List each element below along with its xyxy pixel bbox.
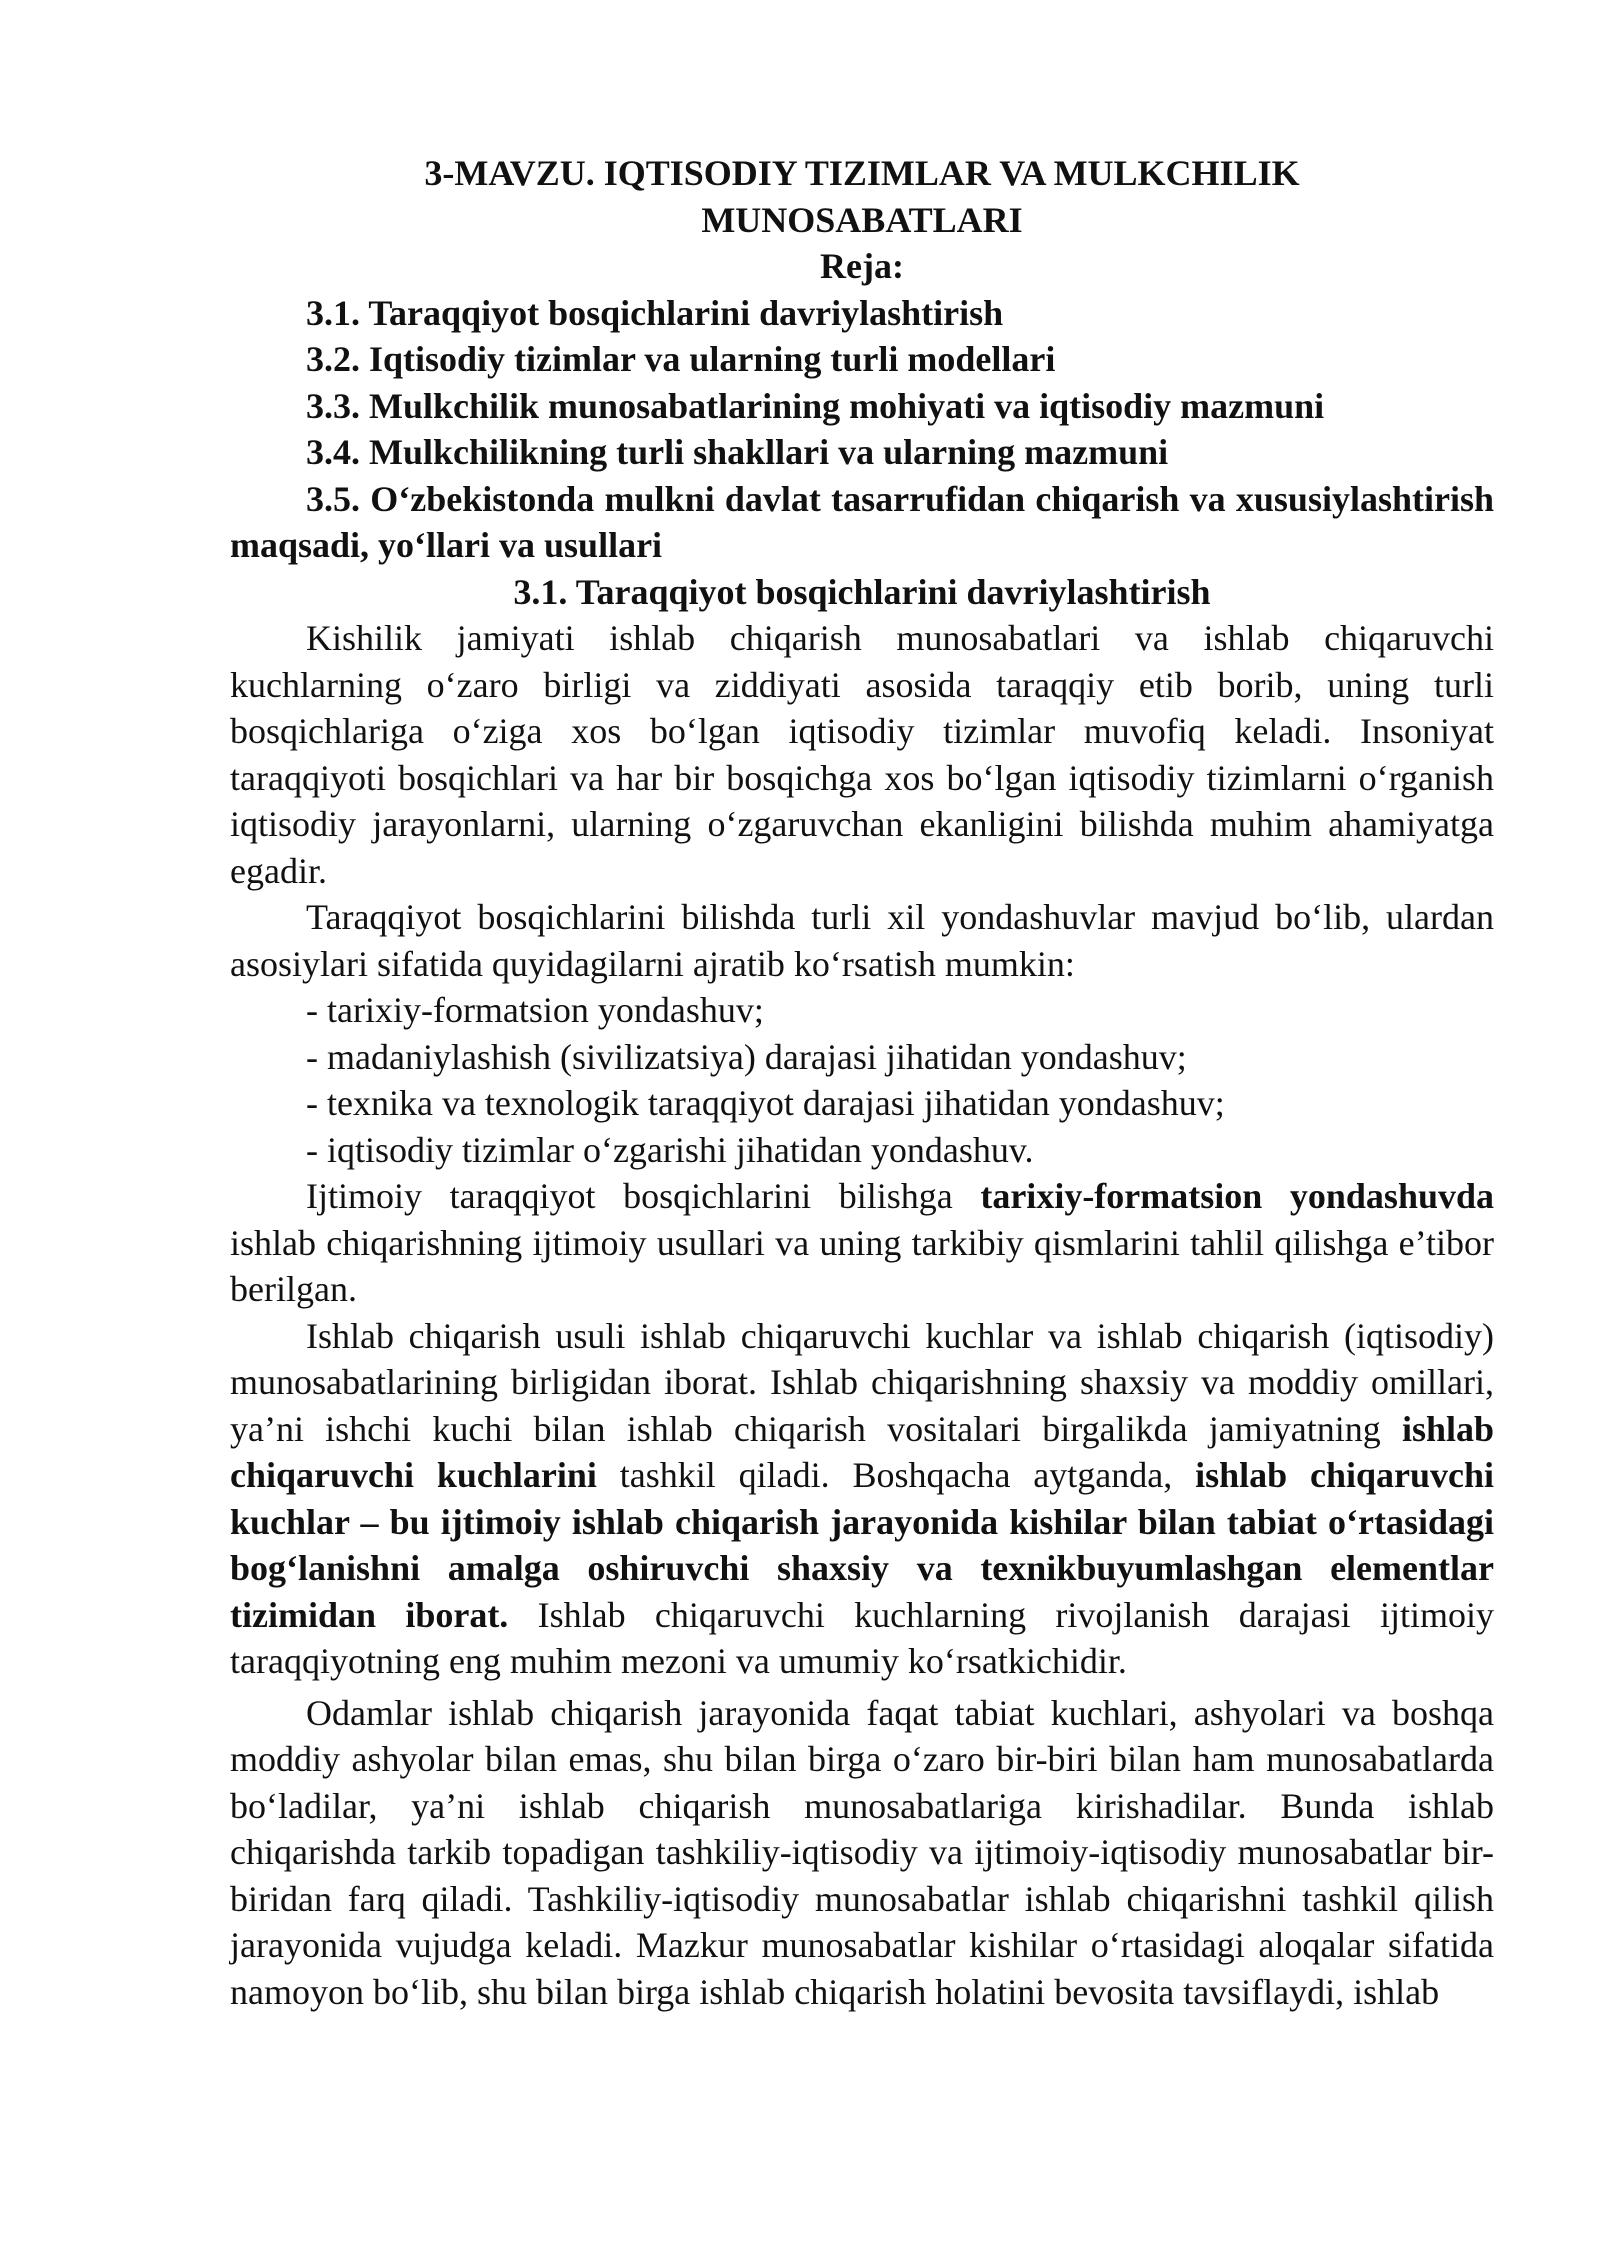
paragraph-3	[230, 1173, 1494, 1313]
paragraph-4-emphasis-2: ishlab chiqaruvchi kuchlar – bu ijtimoiy ishlab chiqarish jarayonida kishilar bilan tabiat o‘rtasidagi bog‘lanishni amalga oshiruvchi shaxsiy va texnikbuyumlashgan elementlar tizimidan iborat.	[230, 1455, 1495, 1635]
document-title-line-2: MUNOSABATLARI	[701, 199, 1023, 240]
paragraph-4-text-3: Ishlab chiqaruvchi kuchlarning rivojlanish darajasi ijtimoiy taraqqiyotning eng muhim mezoni va umumiy ko‘rsatkichidir.	[230, 1594, 1494, 1681]
document-page	[230, 150, 1494, 2015]
plan-item: 3.3. Mulkchilik munosabatlarining mohiyati va iqtisodiy mazmuni	[306, 385, 1325, 426]
paragraph-3-text: Ijtimoiy taraqqiyot bosqichlarini bilishga	[306, 1176, 981, 1216]
plan-item: 3.2. Iqtisodiy tizimlar va ularning turli modellari	[306, 339, 1056, 379]
paragraph-4-emphasis-1: ishlab chiqaruvchi kuchlarini	[230, 1408, 1494, 1495]
approach-item: - tarixiy-formatsion yondashuv;	[306, 990, 764, 1030]
plan-item: 3.1. Taraqqiyot bosqichlarini davriylashtirish	[306, 292, 1004, 333]
paragraph-4-text-1: Ishlab chiqarish usuli ishlab chiqaruvchi kuchlar va ishlab chiqarish (iqtisodiy) munosabatlarining birligidan iborat. Ishlab chiqarishning shaxsiy va moddiy omillari, ya’ni ishchi kuchi bilan ishlab chiqarish vositalari birgalikda jamiyatning	[230, 1315, 1494, 1449]
approach-item: - iqtisodiy tizimlar o‘zgarishi jihatidan yondashuv.	[306, 1129, 1034, 1170]
paragraph-4	[230, 1313, 1494, 1685]
approach-item: - texnika va texnologik taraqqiyot darajasi jihatidan yondashuv;	[306, 1083, 1225, 1123]
paragraph-1: Kishilik jamiyati ishlab chiqarish munosabatlari va ishlab chiqaruvchi kuchlarning o‘zaro birligi va ziddiyati asosida taraqqiy etib borib, uning turli bosqichlariga o‘ziga xos bo‘lgan iqtisodiy tizimlar muvofiq keladi. Insoniyat taraqqiyoti bosqichlari va har bir bosqichga xos bo‘lgan iqtisodiy tizimlarni o‘rganish iqtisodiy jarayonlarni, ularning o‘zgaruvchan ekanligini bilishda muhim ahamiyatga egadir.	[230, 618, 1494, 891]
plan-item: 3.5. O‘zbekistonda mulkni davlat tasarrufidan chiqarish va xususiylashtirish maqsadi, yo‘llari va usullari	[230, 478, 1494, 565]
section-heading: 3.1. Taraqqiyot bosqichlarini davriylashtirish	[513, 571, 1211, 612]
paragraph-2: Taraqqiyot bosqichlarini bilishda turli xil yondashuvlar mavjud bo‘lib, ulardan asosiylari sifatida quyidagilarni ajratib ko‘rsatish mumkin:	[230, 897, 1494, 984]
paragraph-3-text-end: ishlab chiqarishning ijtimoiy usullari va uning tarkibiy qismlarini tahlil qilishga e’tibor berilgan.	[230, 1222, 1494, 1309]
plan-item: 3.4. Mulkchilikning turli shakllari va ularning mazmuni	[306, 432, 1169, 472]
approach-item: - madaniylashish (sivilizatsiya) darajasi jihatidan yondashuv;	[306, 1036, 1187, 1077]
document-title-line-1: 3-MAVZU. IQTISODIY TIZIMLAR VA MULKCHILIK	[424, 153, 1300, 193]
plan-label: Reja:	[820, 246, 904, 286]
paragraph-4-text-2: tashkil qiladi. Boshqacha aytganda,	[596, 1455, 1196, 1495]
paragraph-5: Odamlar ishlab chiqarish jarayonida faqat tabiat kuchlari, ashyolari va boshqa moddiy ashyolar bilan emas, shu bilan birga o‘zaro bir-biri bilan ham munosabatlarda bo‘ladilar, ya’ni ishlab chiqarish munosabatlariga kirishadilar. Bunda ishlab chiqarishda tarkib topadigan tashkiliy-iqtisodiy va ijtimoiy-iqtisodiy munosabatlar bir-biridan farq qiladi. Tashkiliy-iqtisodiy munosabatlar ishlab chiqarishni tashkil qilish jarayonida vujudga keladi. Mazkur munosabatlar kishilar o‘rtasidagi aloqalar sifatida namoyon bo‘lib, shu bilan birga ishlab chiqarish holatini bevosita tavsiflaydi, ishlab	[230, 1692, 1494, 2012]
paragraph-3-emphasis: tarixiy-formatsion yondashuvda	[980, 1176, 1495, 1216]
